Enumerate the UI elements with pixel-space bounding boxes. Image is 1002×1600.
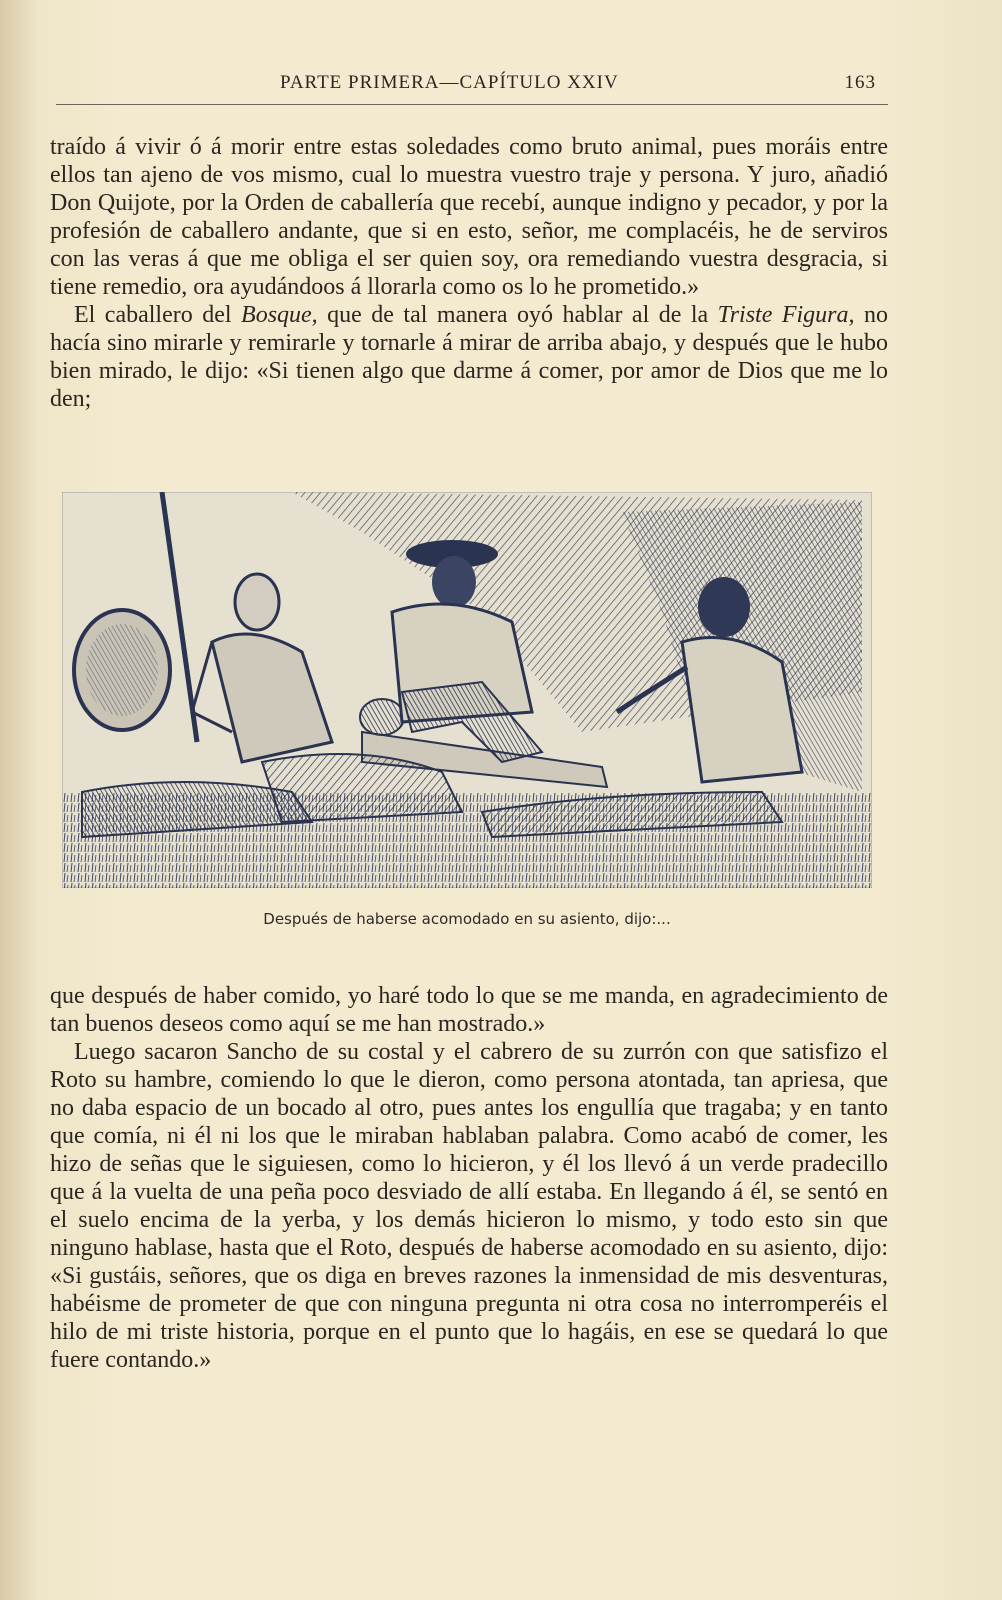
engraving-illustration — [62, 492, 872, 888]
running-title: PARTE PRIMERA—CAPÍTULO XXIV — [280, 72, 619, 93]
running-header — [56, 70, 876, 98]
paragraph: El caballero del Bosque, que de tal manera oyó hablar al de la Triste Figura, no hacía sino mirarle y remirarle y tornarle á mirar de arriba abajo, y después que le hubo bien mirado, le dijo: «Si tienen algo que darme á comer, por amor de Dios que me lo den; — [50, 302, 888, 412]
header-rule — [56, 104, 888, 105]
page-number: 163 — [844, 72, 876, 93]
italic-bosque: Bosque, — [241, 302, 318, 328]
paragraph: traído á vivir ó á morir entre estas soledades como bruto animal, pues moráis entre ellos tan ajeno de vos mismo, cual lo muestra vuestro traje y persona. Y juro, añadió Don Quijote, por la Orden de caballería que recebí, aunque indigno y pecador, y por la profesión de caballero andante, que si en esto, señor, me complacéis, he de serviros con las veras á que me obliga el ser quien soy, ora remediando vuestra desgracia, si tiene remedio, ora ayudándoos á llorarla como os lo he prometido.» — [50, 134, 888, 300]
italic-triste-figura: Triste Figura, — [717, 302, 855, 328]
figure-caption: Después de haberse acomodado en su asiento, dijo:... — [263, 910, 671, 928]
text-block-upper — [50, 133, 888, 413]
paragraph: Luego sacaron Sancho de su costal y el cabrero de su zurrón con que satisfizo el Roto su hambre, comiendo lo que le dieron, como persona atontada, tan apriesa, que no daba espacio de un bocado al otro, pues antes los engullía que tragaba; y en tanto que comía, ni él ni los que le miraban hablaban palabra. Como acabó de comer, les hizo de señas que le siguiesen, como lo hicieron, y él los llevó á un verde pradecillo que á la vuelta de una peña poco desviado de allí estaba. En llegando á él, se sentó en el suelo encima de la yerba, y los demás hicieron lo mismo, y todo esto sin que ninguno hablase, hasta que el Roto, después de haberse acomodado en su asiento, dijo: «Si gustáis, señores, que os diga en breves razones la inmensidad de mis desventuras, habéisme de prometer de que con ninguna pregunta ni otra cosa no interromperéis el hilo de mi triste historia, porque en el punto que lo hagáis, en ese se quedará lo que fuere contando.» — [50, 1039, 888, 1373]
paragraph: que después de haber comido, yo haré todo lo que se me manda, en agradecimiento de tan buenos deseos como aquí se me han mostrado.» — [50, 983, 888, 1037]
text-block-lower — [50, 982, 888, 1374]
